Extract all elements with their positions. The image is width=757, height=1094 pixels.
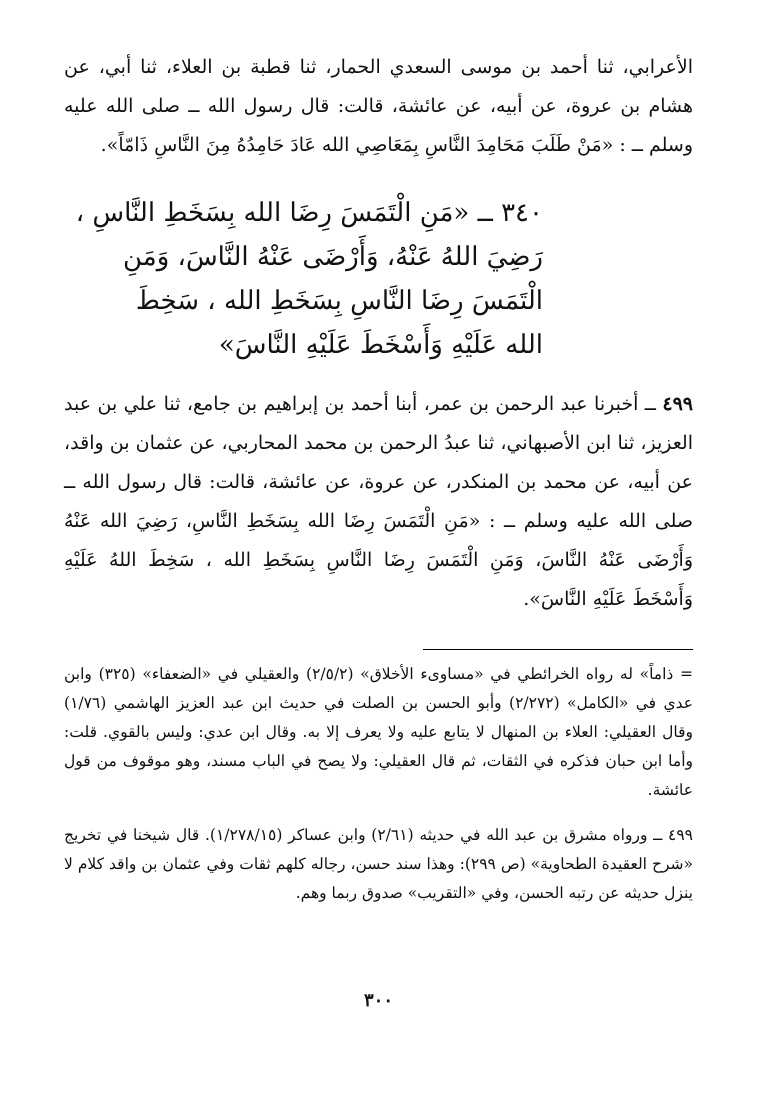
hadith-line: ٣٤٠ ــ «مَنِ الْتَمَسَ رِضَا الله بِسَخَطِ النَّاسِ ، [75, 198, 543, 228]
entry-number: ٤٩٩ [662, 393, 693, 415]
hadith-line: رَضِيَ اللهُ عَنْهُ، وَأَرْضَى عَنْهُ النَّاسَ، وَمَنِ [123, 242, 543, 272]
footnote-continuation: = ذاماً» له رواه الخرائطي في «مساوىء الأخلاق» (٢/٥/٢) والعقيلي في «الضعفاء» (٣٢٥) وابن عدي في «الكامل» (٢/٢٧٢) وأبو الحسن بن الصلت في حديث ابن عبد العزيز الهاشمي (١/٧٦) وقال العقيلي: العلاء بن المنهال لا يتابع عليه ولا يعرف إلا به. وقال ابن عدي: وليس بالقوي. قلت: وأما ابن حبان فذكره في الثقات، ثم قال العقيلي: ولا يصح في الباب مسند، وهو موقوف من قول عائشة. [64, 665, 693, 799]
hadith-340 [75, 191, 543, 367]
hadith-line: الْتَمَسَ رِضَا النَّاسِ بِسَخَطِ الله ، سَخِطَ [135, 286, 543, 316]
footnote-divider [423, 649, 693, 650]
paragraph-continuation: الأعرابي، ثنا أحمد بن موسى السعدي الحمار، ثنا قطبة بن العلاء، ثنا أبي، عن هشام بن عروة، عن أبيه، عن عائشة، قالت: قال رسول الله ــ صلى الله عليه وسلم ــ : «مَنْ طَلَبَ مَحَامِدَ النَّاسِ بِمَعَاصِي الله عَادَ حَامِدُهُ مِنَ النَّاسِ ذَامّاً». [64, 56, 693, 156]
entry-text: ــ أخبرنا عبد الرحمن بن عمر، أبنا أحمد بن إبراهيم بن جامع، ثنا علي بن عبد العزيز، ثنا ابن الأصبهاني، ثنا عبدُ الرحمن بن محمد المحاربي، عن عثمان بن واقد، عن أبيه، عن محمد بن المنكدر، عن عروة، عن عائشة، قالت: قال رسول الله ــ صلى الله عليه وسلم ــ : «مَنِ الْتَمَسَ رِضَا الله بِسَخَطِ النَّاسِ، رَضِيَ الله عَنْهُ وَأَرْضَى عَنْهُ النَّاسَ، وَمَنِ الْتَمَسَ رِضَا النَّاسِ بِسَخَطِ الله ، سَخِطَ اللهُ عَلَيْهِ وَأَسْخَطَ عَلَيْهِ النَّاسَ». [64, 393, 693, 610]
entry-499 [64, 385, 693, 619]
book-page [64, 48, 693, 1094]
hadith-line: الله عَلَيْهِ وَأَسْخَطَ عَلَيْهِ النَّاسَ» [218, 330, 543, 360]
page-number: ٣٠٠ [363, 990, 393, 1011]
footnote-499: ٤٩٩ ــ ورواه مشرق بن عبد الله في حديثه (٢/٦١) وابن عساكر (١/٢٧٨/١٥). قال شيخنا في تخريج «شرح العقيدة الطحاوية» (ص ٢٩٩): وهذا سند حسن، رجاله كلهم ثقات وفي عثمان بن واقد كلام لا ينزل حديثه عن رتبه الحسن، وفي «التقريب» صدوق ربما وهم. [64, 826, 694, 902]
